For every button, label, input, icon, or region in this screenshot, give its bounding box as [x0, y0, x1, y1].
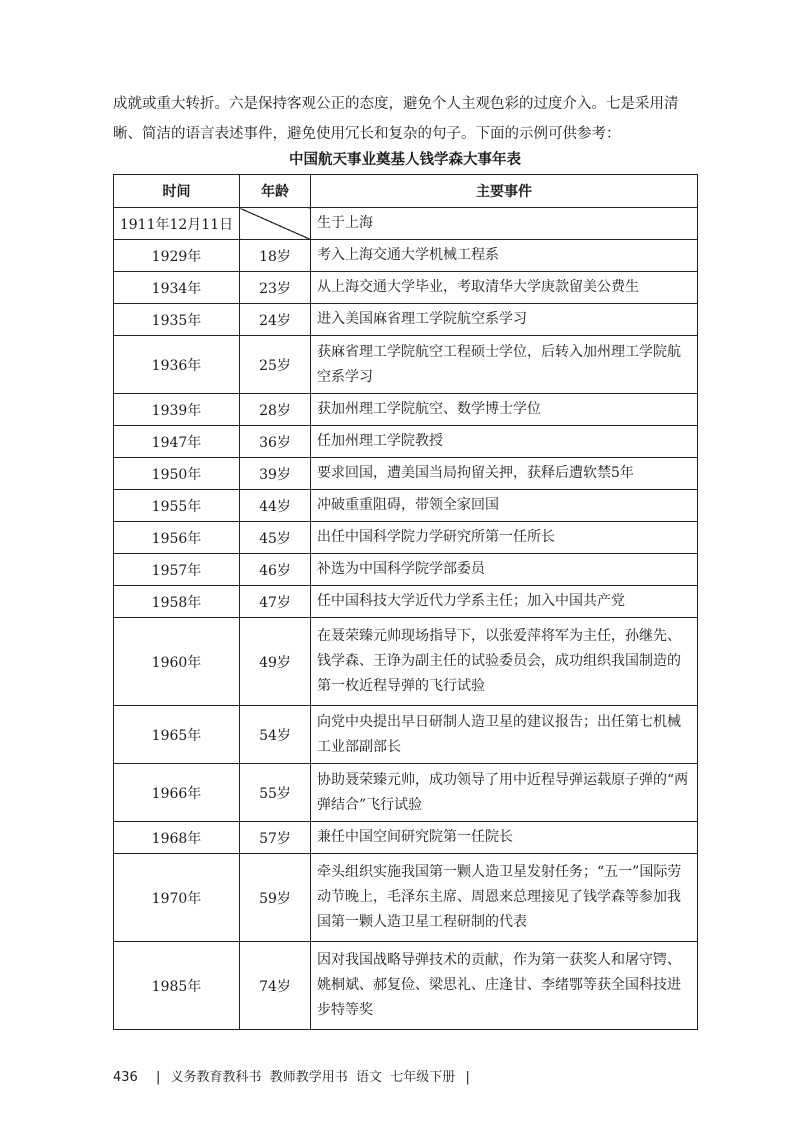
cell-age: 57岁 — [240, 822, 311, 854]
cell-age: 18岁 — [240, 240, 311, 272]
table-row — [114, 854, 698, 942]
cell-time: 1970年 — [114, 854, 240, 942]
cell-time: 1956年 — [114, 522, 240, 554]
cell-age: 39岁 — [240, 458, 311, 490]
cell-age: 23岁 — [240, 272, 311, 304]
table-title: 中国航天事业奠基人钱学森大事年表 — [289, 152, 521, 168]
cell-age: 54岁 — [240, 706, 311, 764]
table-header-row — [114, 175, 698, 208]
cell-age: 49岁 — [240, 618, 311, 706]
cell-time: 1968年 — [114, 822, 240, 854]
header-event: 主要事件 — [311, 175, 698, 208]
cell-event: 进入美国麻省理工学院航空系学习 — [311, 304, 698, 336]
table-row — [114, 618, 698, 706]
cell-event: 因对我国战略导弹技术的贡献，作为第一获奖人和屠守锷、姚桐斌、郝复俭、梁思礼、庄逢甘、李绪鄂等获全国科技进步特等奖 — [311, 942, 698, 1030]
cell-event: 任中国科技大学近代力学系主任；加入中国共产党 — [311, 586, 698, 618]
cell-time: 1950年 — [114, 458, 240, 490]
cell-age: 36岁 — [240, 426, 311, 458]
table-row — [114, 394, 698, 426]
cell-time: 1955年 — [114, 490, 240, 522]
chronology-table — [113, 174, 698, 1030]
table-row — [114, 522, 698, 554]
cell-event: 在聂荣臻元帅现场指导下，以张爱萍将军为主任，孙继先、钱学森、王诤为副主任的试验委员会，成功组织我国制造的第一枚近程导弹的飞行试验 — [311, 618, 698, 706]
table-row — [114, 764, 698, 822]
table-row — [114, 240, 698, 272]
intro-paragraph: 成就或重大转折。六是保持客观公正的态度，避免个人主观色彩的过度介入。七是采用清晰、简洁的语言表述事件，避免使用冗长和复杂的句子。下面的示例可供参考： — [113, 96, 679, 142]
cell-time: 1934年 — [114, 272, 240, 304]
table-row — [114, 304, 698, 336]
table-row — [114, 426, 698, 458]
cell-age — [240, 208, 311, 240]
cell-event: 要求回国，遭美国当局拘留关押，获释后遭软禁5年 — [311, 458, 698, 490]
table-row — [114, 822, 698, 854]
cell-event: 生于上海 — [311, 208, 698, 240]
footer-separator-left: | — [155, 1070, 161, 1085]
cell-time: 1936年 — [114, 336, 240, 394]
cell-age: 47岁 — [240, 586, 311, 618]
cell-event: 考入上海交通大学机械工程系 — [311, 240, 698, 272]
page-footer — [113, 1066, 476, 1085]
cell-event: 补选为中国科学院学部委员 — [311, 554, 698, 586]
cell-age: 59岁 — [240, 854, 311, 942]
table-row — [114, 208, 698, 240]
cell-time: 1985年 — [114, 942, 240, 1030]
cell-age: 25岁 — [240, 336, 311, 394]
cell-age: 74岁 — [240, 942, 311, 1030]
cell-age: 55岁 — [240, 764, 311, 822]
cell-event: 出任中国科学院力学研究所第一任所长 — [311, 522, 698, 554]
cell-time: 1966年 — [114, 764, 240, 822]
cell-time: 1939年 — [114, 394, 240, 426]
cell-time: 1935年 — [114, 304, 240, 336]
cell-time: 1958年 — [114, 586, 240, 618]
cell-event: 冲破重重阻碍，带领全家回国 — [311, 490, 698, 522]
cell-event: 获加州理工学院航空、数学博士学位 — [311, 394, 698, 426]
cell-time: 1957年 — [114, 554, 240, 586]
cell-time: 1947年 — [114, 426, 240, 458]
cell-time: 1960年 — [114, 618, 240, 706]
table-row — [114, 942, 698, 1030]
table-row — [114, 272, 698, 304]
book-title: 义务教育教科书 教师教学用书 语文 七年级下册 — [170, 1070, 456, 1085]
header-age: 年龄 — [240, 175, 311, 208]
cell-event: 协助聂荣臻元帅，成功领导了用中近程导弹运载原子弹的“两弹结合”飞行试验 — [311, 764, 698, 822]
cell-time: 1929年 — [114, 240, 240, 272]
table-row — [114, 554, 698, 586]
cell-age: 45岁 — [240, 522, 311, 554]
table-row — [114, 458, 698, 490]
cell-event: 兼任中国空间研究院第一任院长 — [311, 822, 698, 854]
table-row — [114, 336, 698, 394]
cell-age: 24岁 — [240, 304, 311, 336]
cell-event: 向党中央提出早日研制人造卫星的建议报告；出任第七机械工业部副部长 — [311, 706, 698, 764]
cell-time: 1911年12月11日 — [114, 208, 240, 240]
cell-age: 46岁 — [240, 554, 311, 586]
cell-event: 牵头组织实施我国第一颗人造卫星发射任务；“五一”国际劳动节晚上，毛泽东主席、周恩来总理接见了钱学森等参加我国第一颗人造卫星工程研制的代表 — [311, 854, 698, 942]
cell-age: 28岁 — [240, 394, 311, 426]
cell-event: 获麻省理工学院航空工程硕士学位，后转入加州理工学院航空系学习 — [311, 336, 698, 394]
table-row — [114, 586, 698, 618]
cell-time: 1965年 — [114, 706, 240, 764]
cell-event: 任加州理工学院教授 — [311, 426, 698, 458]
cell-event: 从上海交通大学毕业，考取清华大学庚款留美公费生 — [311, 272, 698, 304]
cell-age: 44岁 — [240, 490, 311, 522]
table-row — [114, 706, 698, 764]
header-time: 时间 — [114, 175, 240, 208]
footer-separator-right: | — [465, 1070, 470, 1085]
page-number: 436 — [113, 1070, 138, 1085]
table-row — [114, 490, 698, 522]
